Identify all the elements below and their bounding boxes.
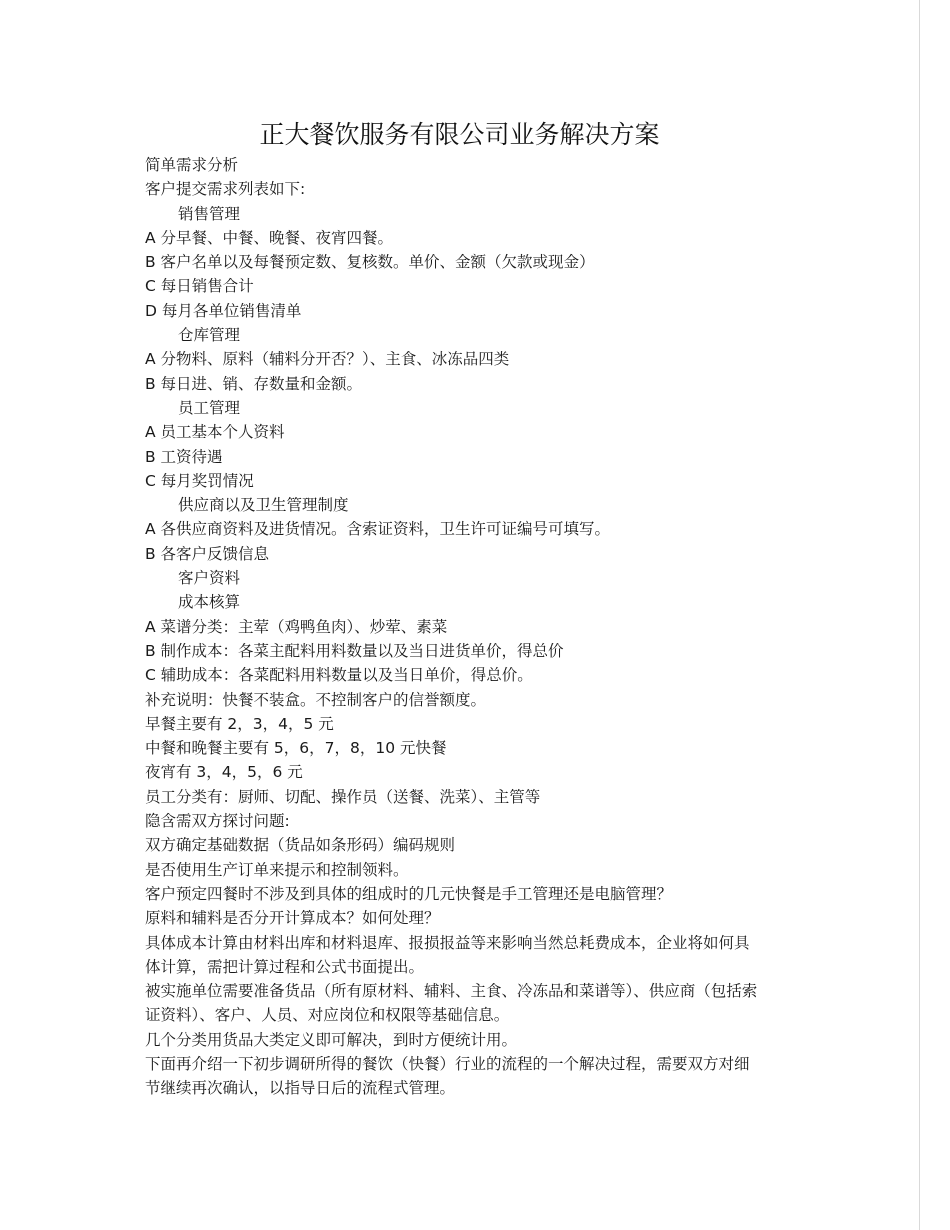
text-line: 客户提交需求列表如下: xyxy=(145,180,306,199)
text-line: D 每月各单位销售清单 xyxy=(145,301,302,320)
text-line: 具体成本计算由材料出库和材料退库、报损报益等来影响当然总耗费成本，企业将如何具体计算，需把计算过程和公式书面提出。 xyxy=(145,933,750,976)
text-line: 双方确定基础数据（货品如条形码）编码规则 xyxy=(145,836,456,855)
text-line: B 每日进、销、存数量和金额。 xyxy=(145,374,363,393)
text-line: B 工资待遇 xyxy=(145,447,223,466)
text-line: 下面再介绍一下初步调研所得的餐饮（快餐）行业的流程的一个解决过程，需要双方对细节继续再次确认，以指导日后的流程式管理。 xyxy=(145,1054,750,1098)
document-body xyxy=(145,153,760,1101)
text-line: 夜宵有 3，4，5，6 元 xyxy=(145,763,303,782)
section-heading: 员工管理 xyxy=(178,398,241,417)
section-heading: 销售管理 xyxy=(178,204,241,223)
text-line: A 菜谱分类：主荤（鸡鸭鱼肉）、炒荤、素菜 xyxy=(145,617,448,636)
section-heading: 仓库管理 xyxy=(178,326,241,345)
text-line: A 分物料、原料（辅料分开否？）、主食、冰冻品四类 xyxy=(145,350,510,369)
text-line: B 各客户反馈信息 xyxy=(145,544,270,563)
text-line: B 制作成本：各菜主配料用料数量以及当日进货单价，得总价 xyxy=(145,641,564,660)
text-line: A 员工基本个人资料 xyxy=(145,423,285,442)
text-line: 补充说明：快餐不装盒。不控制客户的信誉额度。 xyxy=(145,690,487,709)
text-line: C 每月奖罚情况 xyxy=(145,471,254,490)
text-line: 是否使用生产订单来提示和控制领料。 xyxy=(145,860,409,879)
text-line: C 每日销售合计 xyxy=(145,277,254,296)
text-line: 原料和辅料是否分开计算成本？如何处理？ xyxy=(145,909,440,928)
text-line: B 客户名单以及每餐预定数、复核数。单价、金额（欠款或现金） xyxy=(145,253,595,272)
section-heading: 客户资料 xyxy=(178,569,241,588)
text-line: 简单需求分析 xyxy=(145,156,239,174)
text-line: 被实施单位需要准备货品（所有原材料、辅料、主食、冷冻品和菜谱等）、供应商（包括索证资料）、客户、人员、对应岗位和权限等基础信息。 xyxy=(145,982,758,1025)
text-line: 中餐和晚餐主要有 5，6，7，8，10 元快餐 xyxy=(145,739,447,758)
section-heading: 供应商以及卫生管理制度 xyxy=(178,496,349,515)
text-line: 早餐主要有 2，3，4，5 元 xyxy=(145,714,334,733)
text-line: A 各供应商资料及进货情况。含索证资料，卫生许可证编号可填写。 xyxy=(145,520,611,539)
page-title: 正大餐饮服务有限公司业务解决方案 xyxy=(259,120,660,149)
text-line: 隐含需双方探讨问题: xyxy=(145,812,290,831)
text-line: 客户预定四餐时不涉及到具体的组成时的几元快餐是手工管理还是电脑管理？ xyxy=(145,884,673,903)
text-line: 员工分类有：厨师、切配、操作员（送餐、洗菜）、主管等 xyxy=(145,787,541,806)
text-line: C 辅助成本：各菜配料用料数量以及当日单价，得总价。 xyxy=(145,666,533,685)
text-line: A 分早餐、中餐、晚餐、夜宵四餐。 xyxy=(145,228,394,247)
page-edge-divider xyxy=(919,0,920,1230)
section-heading: 成本核算 xyxy=(178,593,241,612)
text-line: 几个分类用货品大类定义即可解决，到时方便统计用。 xyxy=(145,1030,518,1049)
